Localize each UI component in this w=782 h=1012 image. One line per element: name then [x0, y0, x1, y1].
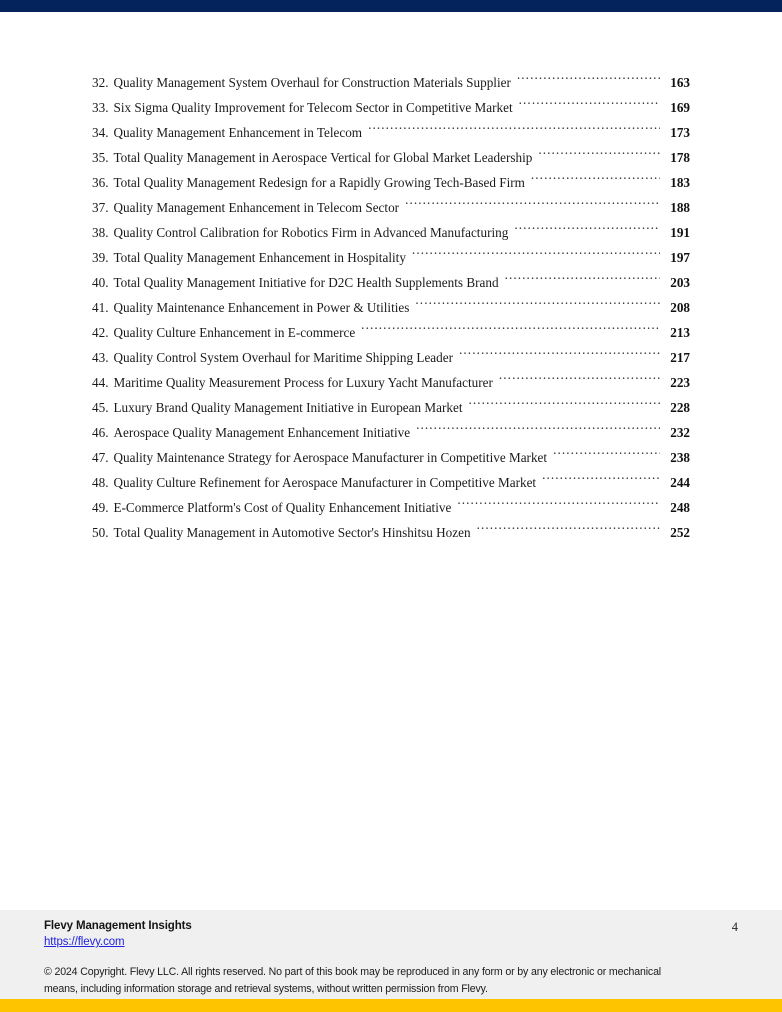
toc-entry-page-number: 178 [670, 150, 690, 165]
toc-entry-title: Quality Culture Refinement for Aerospace Manufacturer in Competitive Market [113, 475, 537, 490]
toc-entry-title: Quality Maintenance Strategy for Aerospace Manufacturer in Competitive Market [113, 450, 548, 465]
toc-entry-title: Luxury Brand Quality Management Initiative in European Market [113, 400, 463, 415]
footer-brand-name: Flevy Management Insights [44, 920, 192, 932]
toc-entry[interactable] [92, 220, 690, 245]
toc-dot-leader [499, 374, 660, 387]
toc-entry[interactable] [92, 295, 690, 320]
toc-entry-number: 35. [92, 150, 109, 165]
toc-entry-page-number: 197 [670, 250, 690, 265]
toc-entry[interactable] [92, 445, 690, 470]
toc-dot-leader [415, 299, 660, 312]
toc-entry-page-number: 188 [670, 200, 690, 215]
toc-dot-leader [457, 499, 660, 512]
toc-dot-leader [519, 99, 660, 112]
toc-entry-title: Total Quality Management Redesign for a Rapidly Growing Tech-Based Firm [113, 175, 525, 190]
toc-entry-title: Quality Management System Overhaul for Construction Materials Supplier [113, 75, 511, 90]
toc-entry-title: Total Quality Management in Automotive Sector's Hinshitsu Hozen [113, 525, 471, 540]
toc-entry-title: Maritime Quality Measurement Process for Luxury Yacht Manufacturer [113, 375, 493, 390]
toc-entry-title: Quality Maintenance Enhancement in Power & Utilities [113, 300, 410, 315]
toc-dot-leader [459, 349, 660, 362]
toc-entry-number: 49. [92, 500, 109, 515]
toc-entry-title: Aerospace Quality Management Enhancement Initiative [113, 425, 411, 440]
toc-entry-title: Quality Culture Enhancement in E-commerce [113, 325, 356, 340]
toc-entry-number: 32. [92, 75, 109, 90]
toc-entry-number: 48. [92, 475, 109, 490]
toc-entry-page-number: 163 [670, 75, 690, 90]
toc-entry-title: Quality Management Enhancement in Telecom Sector [113, 200, 400, 215]
toc-entry-page-number: 252 [670, 525, 690, 540]
toc-entry-number: 43. [92, 350, 109, 365]
toc-entry-title: E-Commerce Platform's Cost of Quality Enhancement Initiative [113, 500, 452, 515]
toc-entry-page-number: 173 [670, 125, 690, 140]
page-footer [0, 910, 782, 999]
toc-entry-page-number: 232 [670, 425, 690, 440]
toc-entry[interactable] [92, 270, 690, 295]
toc-dot-leader [553, 449, 660, 462]
toc-entry-page-number: 244 [670, 475, 690, 490]
toc-entry-title: Quality Control Calibration for Robotics Firm in Advanced Manufacturing [113, 225, 509, 240]
toc-entry[interactable] [92, 395, 690, 420]
document-page-body [0, 12, 782, 910]
toc-entry-page-number: 169 [670, 100, 690, 115]
top-accent-band [0, 0, 782, 12]
toc-entry-title: Six Sigma Quality Improvement for Telecom Sector in Competitive Market [113, 100, 513, 115]
toc-entry-page-number: 223 [670, 375, 690, 390]
toc-entry-title: Total Quality Management in Aerospace Vertical for Global Market Leadership [113, 150, 533, 165]
toc-entry-number: 45. [92, 400, 109, 415]
toc-entry-number: 44. [92, 375, 109, 390]
toc-dot-leader [361, 324, 660, 337]
toc-entry-number: 41. [92, 300, 109, 315]
toc-dot-leader [514, 224, 660, 237]
toc-entry-page-number: 228 [670, 400, 690, 415]
toc-entry-title: Total Quality Management Initiative for D2C Health Supplements Brand [113, 275, 499, 290]
toc-dot-leader [542, 474, 660, 487]
toc-entry[interactable] [92, 345, 690, 370]
toc-entry-number: 38. [92, 225, 109, 240]
toc-dot-leader [412, 249, 660, 262]
toc-entry[interactable] [92, 370, 690, 395]
toc-entry[interactable] [92, 145, 690, 170]
toc-dot-leader [531, 174, 660, 187]
toc-entry[interactable] [92, 470, 690, 495]
toc-entry-number: 50. [92, 525, 109, 540]
toc-entry[interactable] [92, 320, 690, 345]
toc-entry[interactable] [92, 70, 690, 95]
toc-entry-page-number: 183 [670, 175, 690, 190]
toc-entry[interactable] [92, 120, 690, 145]
toc-entry-title: Total Quality Management Enhancement in Hospitality [113, 250, 406, 265]
toc-entry-number: 46. [92, 425, 109, 440]
toc-entry-page-number: 248 [670, 500, 690, 515]
toc-entry-number: 40. [92, 275, 109, 290]
footer-page-number: 4 [731, 920, 738, 934]
toc-entry-number: 37. [92, 200, 109, 215]
toc-entry-title: Quality Control System Overhaul for Maritime Shipping Leader [113, 350, 453, 365]
toc-dot-leader [505, 274, 660, 287]
toc-entry-number: 33. [92, 100, 109, 115]
toc-entry[interactable] [92, 170, 690, 195]
footer-identity-block [44, 920, 738, 950]
toc-entry-number: 47. [92, 450, 109, 465]
footer-website-link[interactable]: https://flevy.com [44, 936, 125, 948]
toc-entry-number: 36. [92, 175, 109, 190]
footer-copyright-text: © 2024 Copyright. Flevy LLC. All rights reserved. No part of this book may be reproduced in any form or by any electronic or mechanical means, including information storage and retrieval systems, without written permission from Flevy. [44, 966, 662, 995]
toc-entry-number: 39. [92, 250, 109, 265]
toc-dot-leader [416, 424, 660, 437]
toc-entry-number: 34. [92, 125, 109, 140]
bottom-accent-band [0, 999, 782, 1012]
toc-entry-page-number: 208 [670, 300, 690, 315]
toc-entry-page-number: 217 [670, 350, 690, 365]
toc-entry-title: Quality Management Enhancement in Telecom [113, 125, 363, 140]
toc-entry[interactable] [92, 95, 690, 120]
toc-entry-page-number: 191 [670, 225, 690, 240]
toc-dot-leader [538, 149, 660, 162]
toc-entry-page-number: 213 [670, 325, 690, 340]
toc-entry-page-number: 203 [670, 275, 690, 290]
toc-dot-leader [517, 74, 660, 87]
toc-entry[interactable] [92, 495, 690, 520]
toc-entry[interactable] [92, 245, 690, 270]
toc-entry-page-number: 238 [670, 450, 690, 465]
table-of-contents [92, 70, 690, 545]
toc-dot-leader [468, 399, 660, 412]
toc-entry[interactable] [92, 520, 690, 545]
toc-dot-leader [368, 124, 660, 137]
toc-entry[interactable] [92, 420, 690, 445]
toc-dot-leader [405, 199, 660, 212]
toc-dot-leader [477, 524, 660, 537]
toc-entry[interactable] [92, 195, 690, 220]
toc-entry-number: 42. [92, 325, 109, 340]
